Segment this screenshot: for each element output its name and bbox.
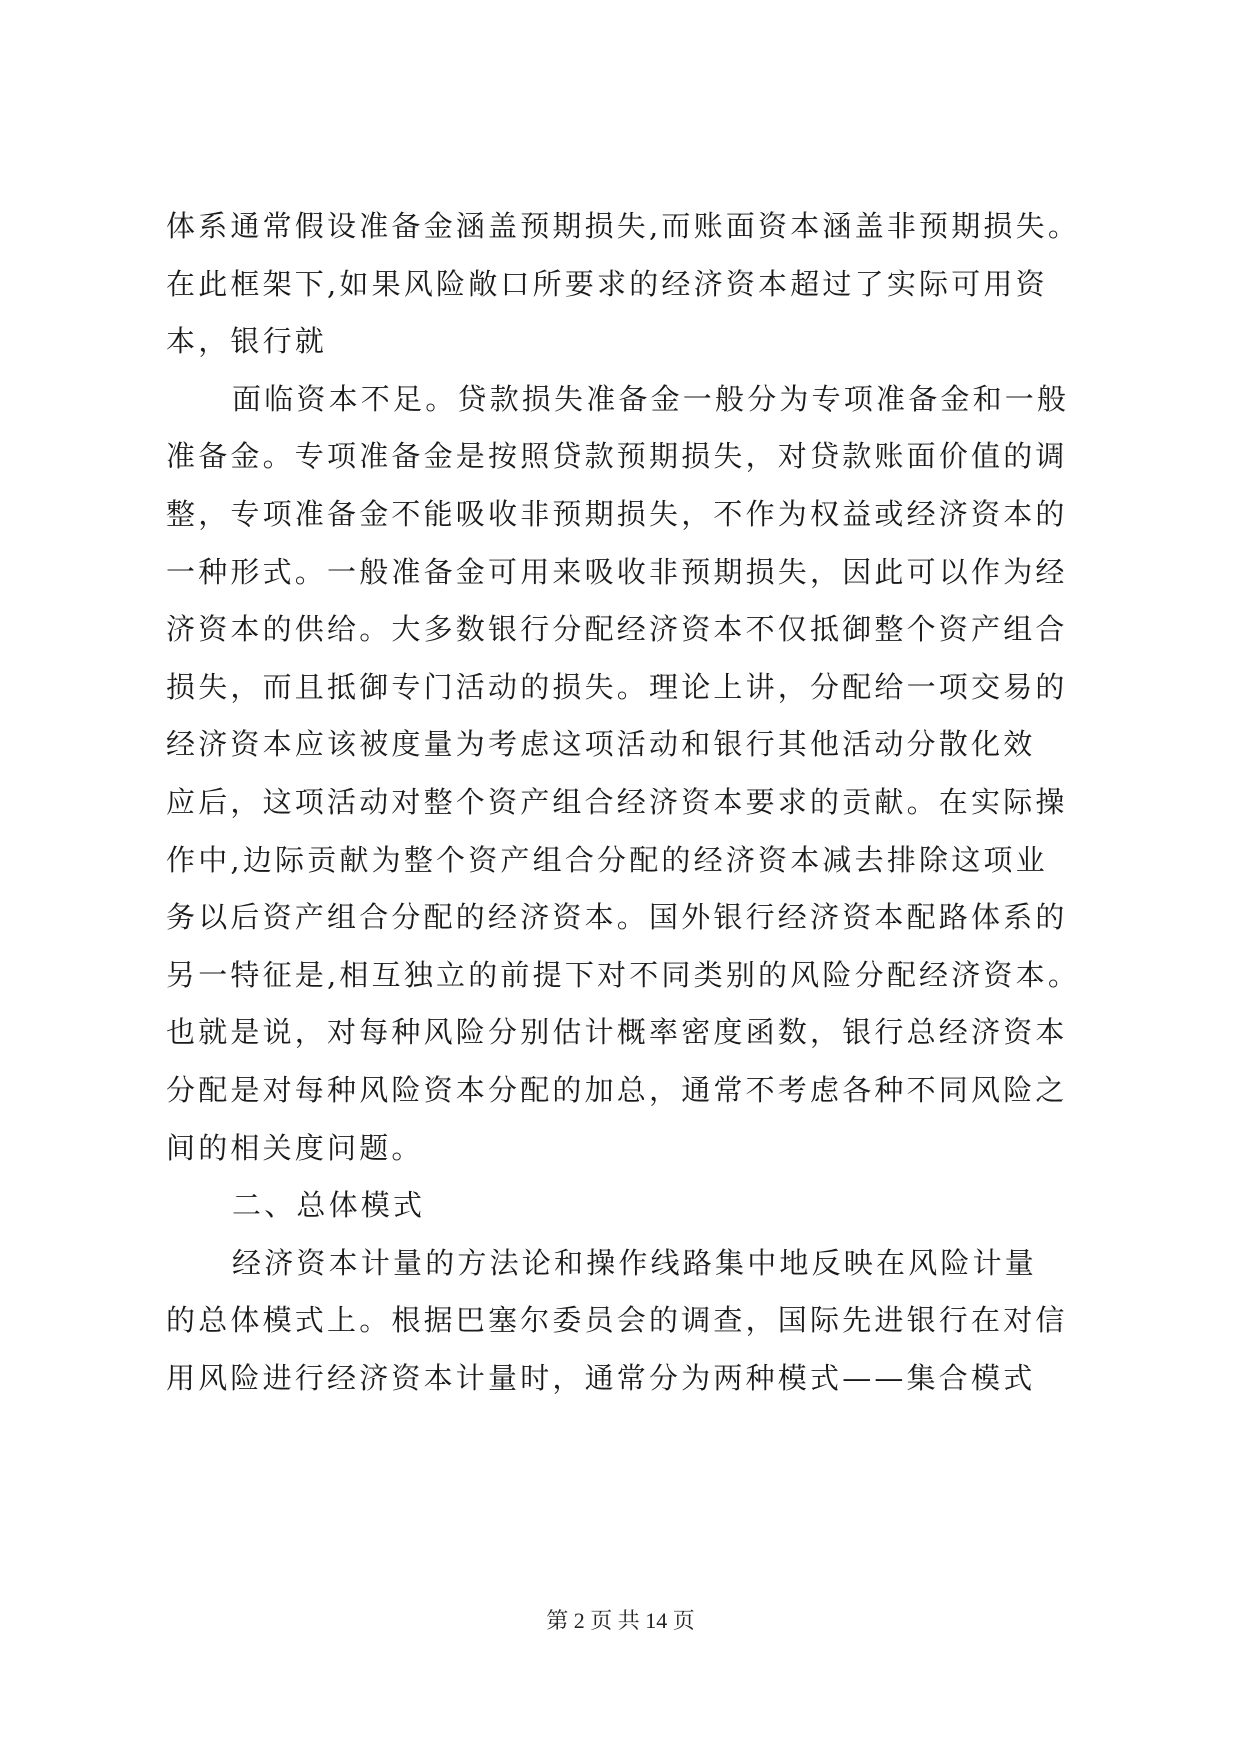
text-line: 在此框架下,如果风险敞口所要求的经济资本超过了实际可用资 <box>166 266 1048 301</box>
text-line: 也就是说，对每种风险分别估计概率密度函数，银行总经济资本 <box>166 1015 1068 1050</box>
text-line: 损失，而且抵御专门活动的损失。理论上讲，分配给一项交易的 <box>166 669 1068 704</box>
paragraph-start-line: 面临资本不足。贷款损失准备金一般分为专项准备金和一般 <box>232 381 1070 416</box>
text-line: 间的相关度问题。 <box>166 1130 424 1165</box>
text-line: 体系通常假设准备金涵盖预期损失,而账面资本涵盖非预期损失。 <box>166 209 1081 243</box>
text-line: 应后，这项活动对整个资产组合经济资本要求的贡献。在实际操 <box>166 784 1068 819</box>
text-line: 另一特征是,相互独立的前提下对不同类别的风险分配经济资本。 <box>166 957 1081 992</box>
text-line: 务以后资产组合分配的经济资本。国外银行经济资本配路体系的 <box>166 900 1068 935</box>
text-line: 的总体模式上。根据巴塞尔委员会的调查，国际先进银行在对信 <box>166 1303 1068 1338</box>
text-line: 经济资本应该被度量为考虑这项活动和银行其他活动分散化效 <box>166 727 1036 762</box>
text-line: 一种形式。一般准备金可用来吸收非预期损失，因此可以作为经 <box>166 554 1068 589</box>
text-line: 准备金。专项准备金是按照贷款预期损失，对贷款账面价值的调 <box>166 439 1068 474</box>
body-text <box>166 198 1086 1407</box>
text-line: 分配是对每种风险资本分配的加总，通常不考虑各种不同风险之 <box>166 1072 1068 1107</box>
page-number-footer: 第 2 页 共 14 页 <box>546 1608 695 1633</box>
text-line: 整，专项准备金不能吸收非预期损失，不作为权益或经济资本的 <box>166 496 1068 531</box>
text-line: 用风险进行经济资本计量时，通常分为两种模式——集合模式 <box>166 1360 1036 1395</box>
paragraph-start-line: 经济资本计量的方法论和操作线路集中地反映在风险计量 <box>232 1245 1038 1280</box>
text-line: 本，银行就 <box>166 324 328 359</box>
text-line: 作中,边际贡献为整个资产组合分配的经济资本减去排除这项业 <box>166 842 1048 877</box>
text-line: 济资本的供给。大多数银行分配经济资本不仅抵御整个资产组合 <box>166 612 1068 647</box>
section-heading: 二、总体模式 <box>232 1188 426 1223</box>
